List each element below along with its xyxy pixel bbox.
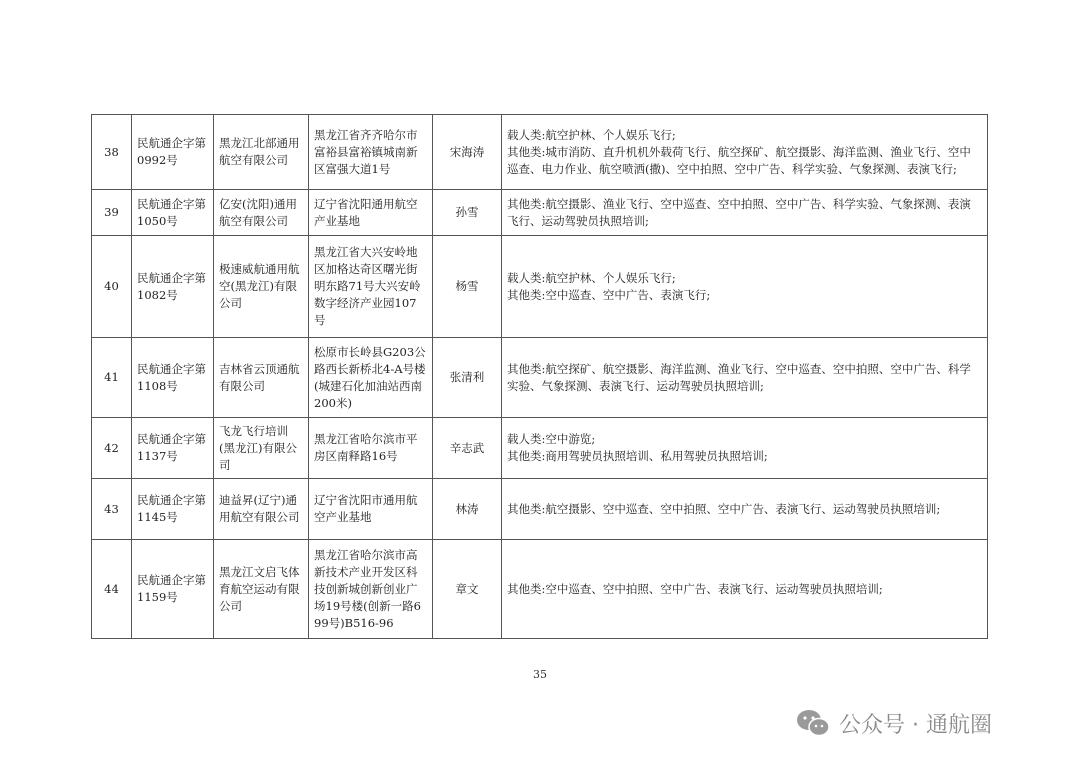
company-name: 迪益昇(辽宁)通用航空有限公司 bbox=[214, 479, 309, 540]
row-number: 38 bbox=[92, 115, 132, 190]
scope-line: 载人类:航空护林、个人娱乐飞行; bbox=[507, 270, 676, 285]
row-number: 41 bbox=[92, 338, 132, 418]
row-number: 44 bbox=[92, 540, 132, 639]
legal-representative: 张清利 bbox=[433, 338, 502, 418]
scope-line: 其他类:航空探矿、航空摄影、海洋监测、渔业飞行、空中巡查、空中拍照、空中广告、科学实验、气象探测、表演飞行、运动驾驶员执照培训; bbox=[507, 361, 971, 393]
watermark bbox=[795, 705, 992, 741]
company-address: 黑龙江省齐齐哈尔市富裕县富裕镇城南新区富强大道1号 bbox=[309, 115, 433, 190]
permit-table-body bbox=[92, 115, 988, 639]
company-address: 黑龙江省哈尔滨市平房区南释路16号 bbox=[309, 418, 433, 479]
scope-line: 其他类:空中巡查、空中拍照、空中广告、表演飞行、运动驾驶员执照培训; bbox=[507, 581, 883, 596]
table-row bbox=[92, 190, 988, 236]
legal-representative: 章文 bbox=[433, 540, 502, 639]
permit-table bbox=[91, 114, 988, 639]
scope-line: 载人类:航空护林、个人娱乐飞行; bbox=[507, 127, 676, 142]
table-row bbox=[92, 479, 988, 540]
legal-representative: 孙雪 bbox=[433, 190, 502, 236]
company-name: 飞龙飞行培训(黑龙江)有限公司 bbox=[214, 418, 309, 479]
scope-line: 载人类:空中游览; bbox=[507, 432, 596, 446]
row-number: 42 bbox=[92, 418, 132, 479]
company-name: 亿安(沈阳)通用航空有限公司 bbox=[214, 190, 309, 236]
company-name: 黑龙江北部通用航空有限公司 bbox=[214, 115, 309, 190]
legal-representative: 杨雪 bbox=[433, 236, 502, 338]
table-row bbox=[92, 338, 988, 418]
business-scope bbox=[502, 540, 988, 639]
company-name: 极速威航通用航空(黑龙江)有限公司 bbox=[214, 236, 309, 338]
license-number: 民航通企字第1137号 bbox=[132, 418, 214, 479]
license-number: 民航通企字第1159号 bbox=[132, 540, 214, 639]
row-number: 39 bbox=[92, 190, 132, 236]
scope-line: 其他类:航空摄影、空中巡查、空中拍照、空中广告、表演飞行、运动驾驶员执照培训; bbox=[507, 501, 941, 516]
company-name: 黑龙江文启飞体育航空运动有限公司 bbox=[214, 540, 309, 639]
license-number: 民航通企字第1082号 bbox=[132, 236, 214, 338]
license-number: 民航通企字第0992号 bbox=[132, 115, 214, 190]
license-number: 民航通企字第1145号 bbox=[132, 479, 214, 540]
wechat-icon bbox=[795, 708, 831, 738]
scope-line: 其他类:空中巡查、空中广告、表演飞行; bbox=[507, 287, 711, 302]
business-scope bbox=[502, 115, 988, 190]
scope-line: 其他类:航空摄影、渔业飞行、空中巡查、空中拍照、空中广告、科学实验、气象探测、表演飞行、运动驾驶员执照培训; bbox=[507, 196, 971, 228]
license-number: 民航通企字第1108号 bbox=[132, 338, 214, 418]
business-scope bbox=[502, 479, 988, 540]
table-row bbox=[92, 418, 988, 479]
license-number: 民航通企字第1050号 bbox=[132, 190, 214, 236]
watermark-text: 公众号 · 通航圈 bbox=[839, 712, 992, 738]
company-address: 黑龙江省大兴安岭地区加格达奇区曙光街明东路71号大兴安岭数字经济产业园107号 bbox=[309, 236, 433, 338]
table-row bbox=[92, 540, 988, 639]
company-name: 吉林省云顶通航有限公司 bbox=[214, 338, 309, 418]
company-address: 松原市长岭县G203公路西长新桥北4-A号楼(城建石化加油站西南200米) bbox=[309, 338, 433, 418]
legal-representative: 林涛 bbox=[433, 479, 502, 540]
business-scope bbox=[502, 418, 988, 479]
company-address: 黑龙江省哈尔滨市高新技术产业开发区科技创新城创新创业广场19号楼(创新一路699号)B516-96 bbox=[309, 540, 433, 639]
company-address: 辽宁省沈阳通用航空产业基地 bbox=[309, 190, 433, 236]
scope-line: 其他类:商用驾驶员执照培训、私用驾驶员执照培训; bbox=[507, 449, 768, 463]
business-scope bbox=[502, 338, 988, 418]
page-number: 35 bbox=[533, 668, 547, 681]
legal-representative: 辛志武 bbox=[433, 418, 502, 479]
row-number: 43 bbox=[92, 479, 132, 540]
business-scope bbox=[502, 236, 988, 338]
scope-line: 其他类:城市消防、直升机机外载荷飞行、航空探矿、航空摄影、海洋监测、渔业飞行、空中巡查、电力作业、航空喷洒(撒)、空中拍照、空中广告、科学实验、气象探测、表演飞行; bbox=[507, 144, 971, 176]
table-row bbox=[92, 236, 988, 338]
legal-representative: 宋海涛 bbox=[433, 115, 502, 190]
company-address: 辽宁省沈阳市通用航空产业基地 bbox=[309, 479, 433, 540]
row-number: 40 bbox=[92, 236, 132, 338]
business-scope bbox=[502, 190, 988, 236]
table-row bbox=[92, 115, 988, 190]
